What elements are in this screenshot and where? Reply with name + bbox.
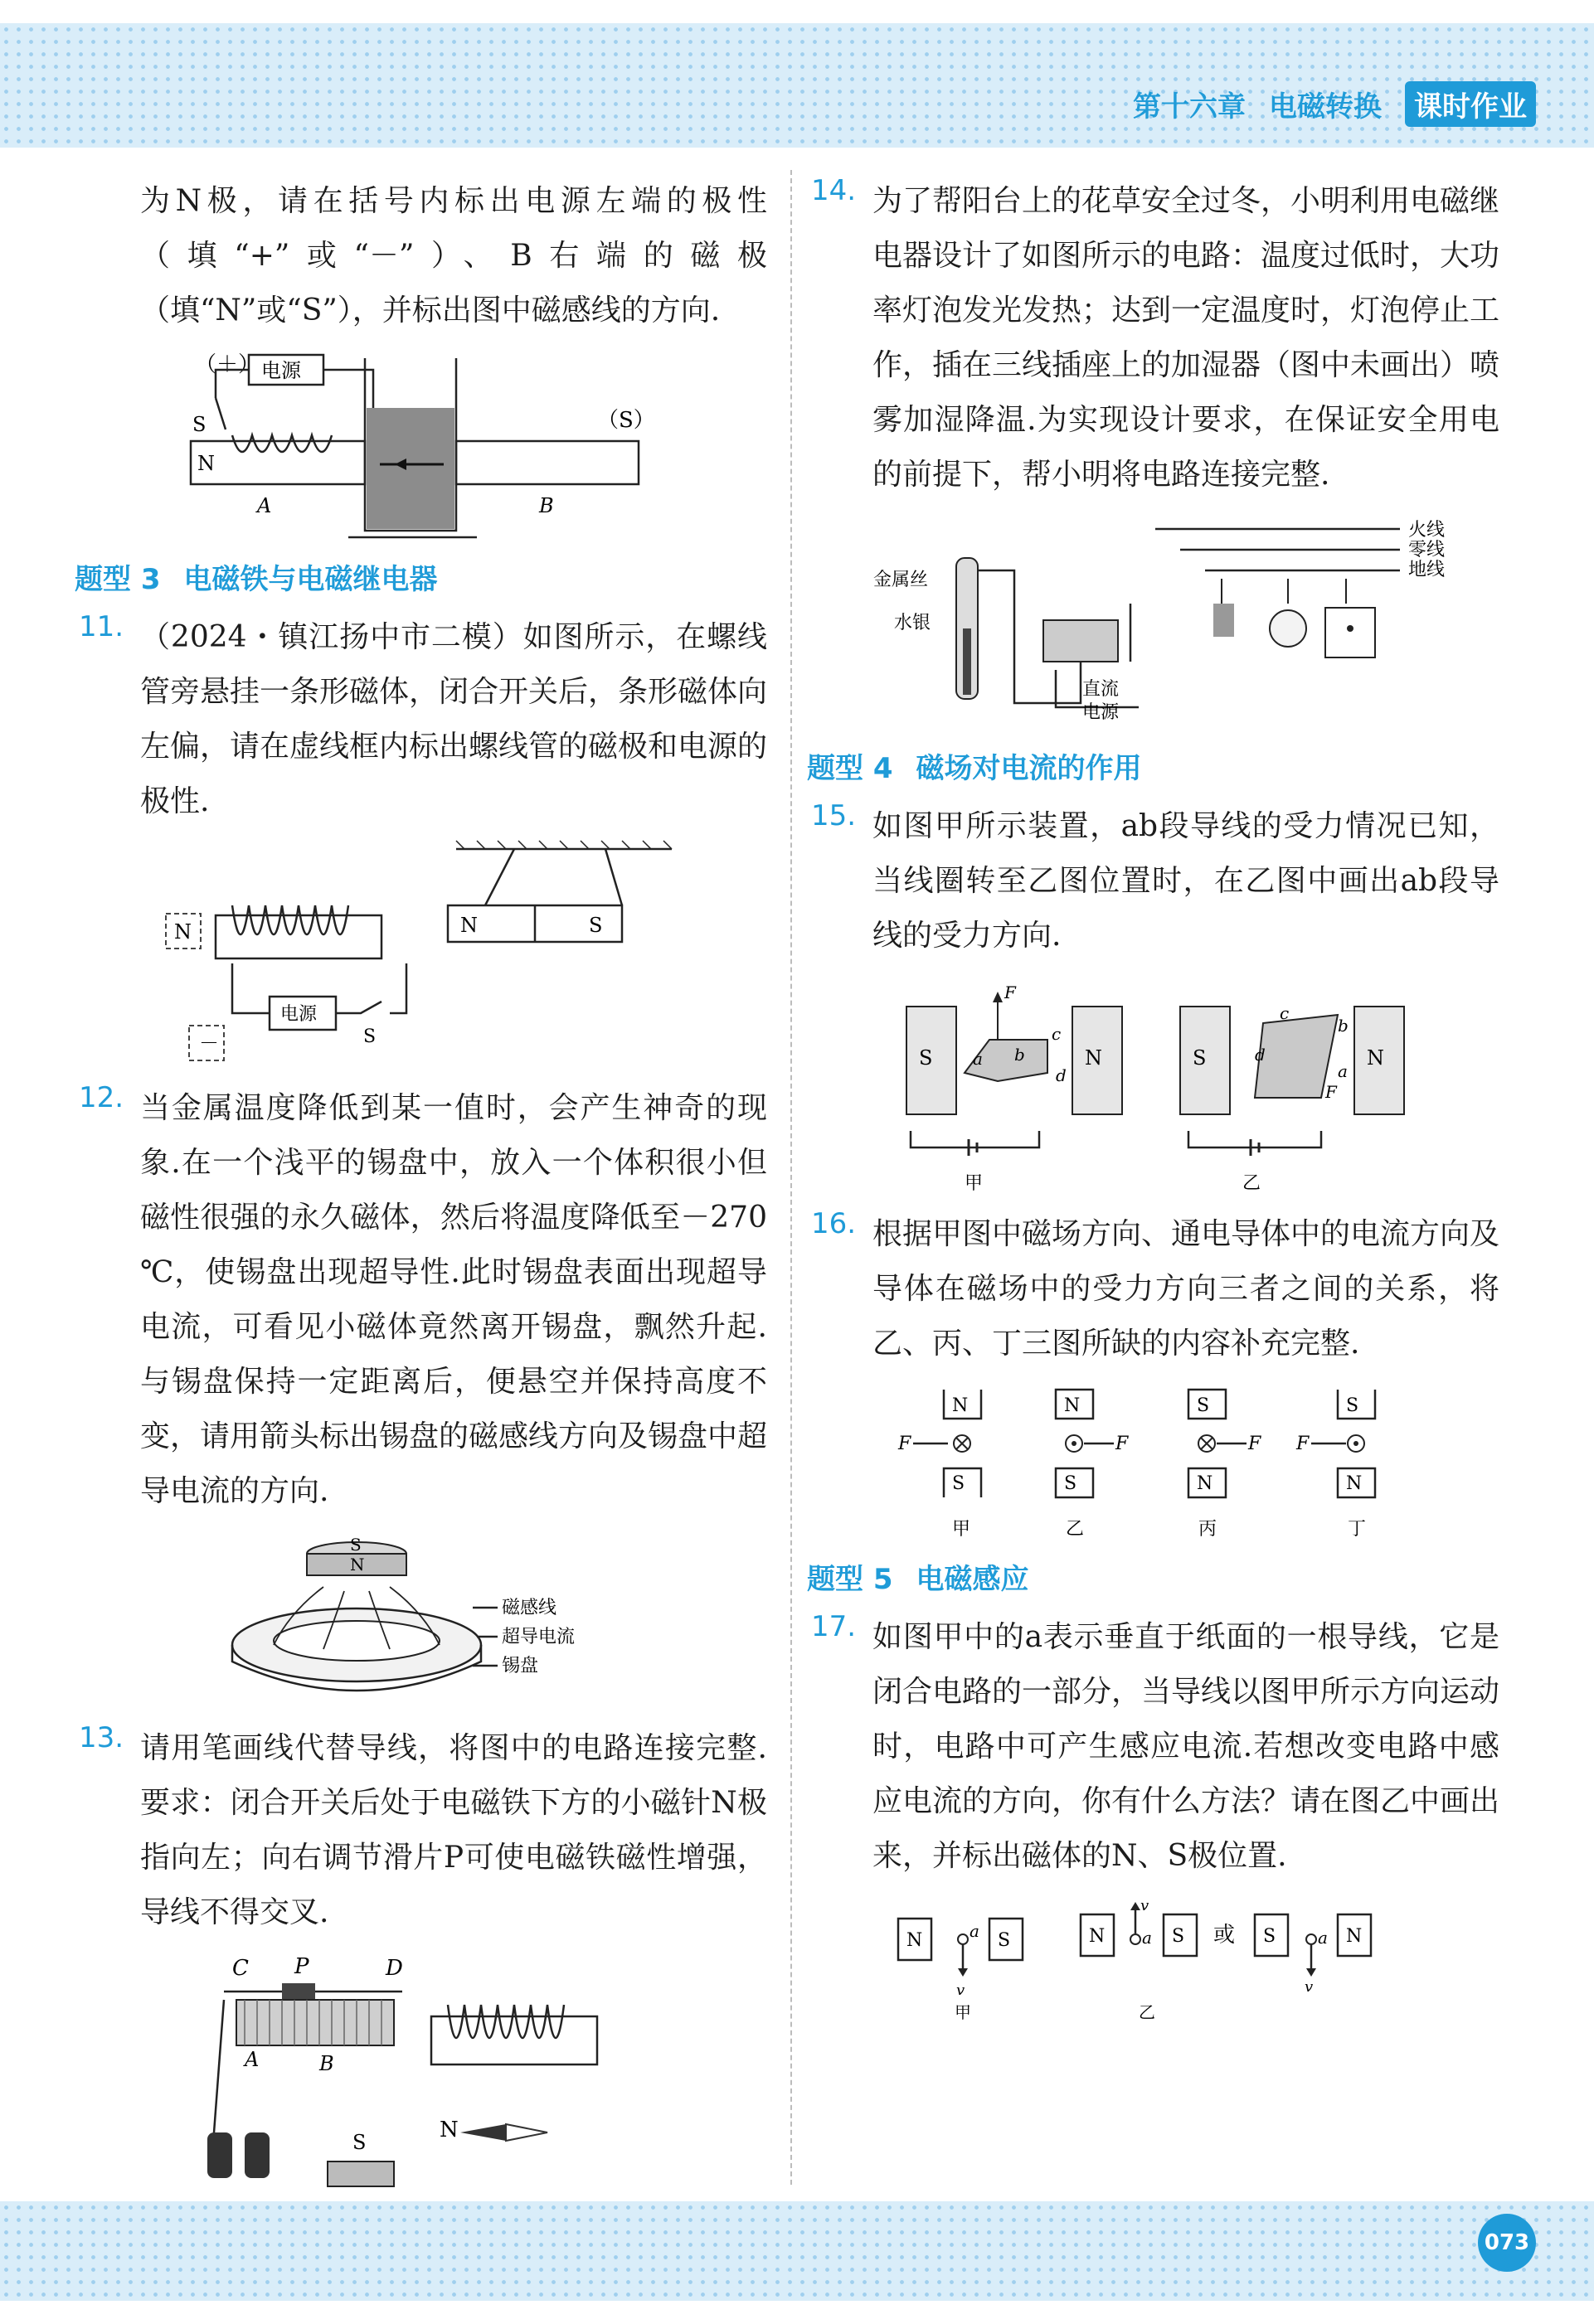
- q12-text: 当金属温度降低到某一值时，会产生神奇的现象.在一个浅平的锡盘中，放入一个体积很小但磁性很强的永久磁体，然后将温度降低至－270 ℃，使锡盘出现超导性.此时锡盘表面出现超导电流，可看见小磁体竟然离开锡盘，飘然升起.与锡盘保持一定距离后，便悬空并保持高度不变，请用箭头标出锡盘的磁感线方向及锡盘中超导电流的方向.: [140, 1091, 768, 1508]
- fig17-jia-n: N: [906, 1930, 923, 1951]
- fig16-jia-bottom: S: [952, 1473, 965, 1494]
- fig15-yi-a: a: [1338, 1061, 1348, 1081]
- fig14-metal-wire: 金属丝: [873, 570, 929, 590]
- fig13-switch: [328, 2161, 394, 2186]
- fig17-jia-s: S: [998, 1930, 1011, 1951]
- q13-number: 13.: [79, 1721, 124, 1754]
- fig13-b: B: [319, 2052, 334, 2075]
- fig16-bing-top: S: [1197, 1395, 1210, 1416]
- fig15-jia-s: S: [919, 1046, 933, 1070]
- question-15: [811, 799, 1499, 963]
- fig14-mercury: 水银: [894, 613, 931, 633]
- q14-text: 为了帮阳台上的花草安全过冬，小明利用电磁继电器设计了如图所示的电路：温度过低时，大功率灯泡发光发热；达到一定温度时，灯泡停止工作，插在三线插座上的加湿器（图中未画出）喷雾加湿降温.为实现设计要求，在保证安全用电的前提下，帮小明将电路连接完整.: [872, 184, 1500, 492]
- question-17: [811, 1610, 1499, 1884]
- fig15-jia-label: 甲: [965, 1173, 984, 1194]
- left-column: [75, 174, 768, 2225]
- fig10-liquid: [367, 408, 454, 529]
- fig15-jia-d: d: [1056, 1065, 1067, 1085]
- footer-band: [0, 2201, 1594, 2301]
- fig15-yi-b: b: [1338, 1016, 1349, 1036]
- fig10-core-b: [456, 441, 639, 484]
- q11-text: （2024・镇江扬中市二模）如图所示，在螺线管旁悬挂一条形磁体，闭合开关后，条形磁体向左偏，请在虚线框内标出螺线管的磁极和电源的极性.: [140, 620, 768, 818]
- fig13-a: A: [245, 2048, 260, 2071]
- q10-tail-text: 为N极，请在括号内标出电源左端的极性（填“+”或“－”）、B右端的磁极（填“N”或“S”），并标出图中磁感线的方向.: [140, 184, 767, 327]
- fig16-ding-top: S: [1346, 1395, 1359, 1416]
- page-header: [1133, 81, 1536, 127]
- figure-17: [890, 1894, 1421, 2026]
- fig15-yi-d: d: [1255, 1045, 1266, 1065]
- question-12: [79, 1081, 767, 1519]
- question-11: [79, 610, 767, 829]
- fig10-plus: （＋）: [195, 352, 260, 377]
- question-14: [811, 174, 1499, 502]
- fig15-yi-n: N: [1367, 1046, 1384, 1070]
- fig12-label-3: 锡盘: [502, 1656, 539, 1676]
- question-13: [79, 1721, 767, 1940]
- fig17-jia-a: a: [970, 1921, 979, 1941]
- fig14-dc-2: 电源: [1082, 702, 1120, 723]
- fig13-compass-needle: [460, 2124, 506, 2141]
- chapter-title: 电磁转换: [1269, 90, 1382, 124]
- page-number: 073: [1478, 2214, 1536, 2272]
- fig10-a: A: [257, 494, 272, 517]
- fig16-bing-label: 丙: [1198, 1519, 1217, 1540]
- fig13-n: N: [440, 2118, 459, 2142]
- fig16-yi-bottom: S: [1064, 1473, 1077, 1494]
- fig17-yi-a1: a: [1142, 1928, 1152, 1948]
- fig13-rheostat: [236, 2000, 394, 2045]
- fig14-mains-lines: [1155, 529, 1400, 570]
- fig15-yi-s: S: [1193, 1046, 1207, 1070]
- fig14-relay: [1043, 620, 1118, 662]
- fig10-n: N: [197, 452, 215, 475]
- q13-text: 请用笔画线代替导线，将图中的电路连接完整.要求：闭合开关后处于电磁铁下方的小磁针N极指向左；向右调节滑片P可使电磁铁磁性增强，导线不得交叉.: [140, 1731, 767, 1929]
- fig14-fire: 火线: [1408, 520, 1446, 541]
- fig11-power: 电源: [280, 1004, 318, 1025]
- fig14-zero: 零线: [1408, 540, 1446, 560]
- fig17-jia-label: 甲: [955, 2002, 971, 2022]
- fig16-jia-top: N: [952, 1395, 969, 1416]
- fig15-jia-b: b: [1014, 1045, 1025, 1065]
- q17-number: 17.: [811, 1610, 857, 1643]
- fig12-s: S: [350, 1535, 362, 1555]
- fig13-p: P: [294, 1954, 309, 1979]
- fig15-yi-f: F: [1325, 1082, 1337, 1102]
- figure-13: [199, 1950, 647, 2215]
- fig13-electromagnet: [431, 2016, 597, 2064]
- q16-number: 16.: [811, 1207, 857, 1240]
- fig16-ding-label: 丁: [1348, 1519, 1367, 1540]
- q16-text: 根据甲图中磁场方向、通电导体中的电流方向及导体在磁场中的受力方向三者之间的关系，将乙、丙、丁三图所缺的内容补充完整.: [872, 1217, 1500, 1361]
- figure-12: [224, 1529, 622, 1711]
- fig11-solenoid: [216, 915, 381, 958]
- fig15-jia-n: N: [1085, 1046, 1102, 1070]
- fig16-bing-bottom: N: [1197, 1473, 1213, 1494]
- right-column: [807, 174, 1500, 2036]
- fig17-yi-s1: S: [1172, 1926, 1185, 1947]
- fig10-switch: S: [192, 413, 207, 436]
- brand-logo: 课时作业: [1405, 81, 1536, 127]
- fig16-jia-label: 甲: [952, 1519, 971, 1540]
- fig10-power: 电源: [261, 359, 301, 382]
- fig12-n: N: [350, 1555, 365, 1574]
- q11-number: 11.: [79, 610, 124, 643]
- fig16-yi-f: F: [1115, 1434, 1129, 1454]
- fig10-coil: [232, 435, 332, 452]
- question-16: [811, 1207, 1499, 1371]
- fig17-jia-v: v: [956, 1982, 965, 1999]
- fig17-yi-n2: N: [1346, 1926, 1363, 1947]
- fig11-magnet-n: N: [460, 914, 478, 937]
- figure-10: [166, 348, 680, 547]
- fig13-battery-1: [207, 2132, 232, 2178]
- q14-number: 14.: [811, 174, 857, 207]
- fig13-battery-2: [245, 2132, 270, 2178]
- q17-text: 如图甲中的a表示垂直于纸面的一根导线，它是闭合电路的一部分，当导线以图甲所示方向运动时，电路中可产生感应电流.若想改变电路中感应电流的方向，你有什么方法？请在图乙中画出来，并标出磁体的N、S极位置.: [872, 1620, 1500, 1873]
- fig15-yi-c: c: [1280, 1003, 1290, 1023]
- fig17-yi-label: 乙: [1139, 2002, 1155, 2022]
- fig15-yi-label: 乙: [1242, 1173, 1261, 1194]
- fig14-ground: 地线: [1408, 560, 1446, 580]
- fig16-jia-f: F: [898, 1434, 911, 1454]
- section-4-heading: 题型 4 磁场对电流的作用: [807, 752, 1142, 785]
- fig12-label-2: 超导电流: [502, 1627, 576, 1647]
- fig16-yi-label: 乙: [1066, 1519, 1085, 1540]
- fig17-yi-s2: S: [1263, 1926, 1276, 1947]
- fig15-jia-f: F: [1004, 982, 1016, 1002]
- fig15-jia-a: a: [973, 1049, 983, 1069]
- fig11-switch: S: [363, 1026, 377, 1047]
- fig10-b: B: [539, 494, 554, 517]
- fig14-bulb: [1270, 610, 1306, 647]
- fig16-bing-f: F: [1248, 1434, 1261, 1454]
- fig17-yi-a2: a: [1318, 1928, 1328, 1948]
- fig10-s-pole: （S）: [597, 408, 655, 433]
- figure-14: [857, 512, 1454, 736]
- fig15-jia-c: c: [1052, 1024, 1062, 1044]
- q15-number: 15.: [811, 799, 857, 832]
- fig13-s: S: [352, 2131, 367, 2154]
- section-3-heading: 题型 3 电磁铁与电磁继电器: [75, 563, 438, 596]
- fig13-d: D: [386, 1956, 403, 1981]
- fig14-socket: [1325, 608, 1375, 657]
- q15-text: 如图甲所示装置，ab段导线的受力情况已知，当线圈转至乙图位置时，在乙图中画出ab段导线的受力方向.: [872, 809, 1499, 953]
- fig13-c: C: [232, 1956, 249, 1981]
- chapter-label: 第十六章: [1133, 90, 1246, 124]
- fig11-n-label: N: [174, 920, 192, 944]
- fig16-ding-bottom: N: [1346, 1473, 1363, 1494]
- fig17-yi-v1: v: [1140, 1897, 1149, 1914]
- fig14-dc-1: 直流: [1082, 679, 1120, 700]
- fig11-magnet-s: S: [589, 914, 603, 937]
- fig17-or: 或: [1213, 1923, 1236, 1948]
- section-5-heading: 题型 5 电磁感应: [807, 1563, 1029, 1596]
- fig17-yi-n1: N: [1089, 1926, 1106, 1947]
- figure-15: [890, 973, 1421, 1197]
- figure-11: [158, 839, 688, 1071]
- fig17-yi-v2: v: [1305, 1978, 1314, 1996]
- figure-16: [882, 1381, 1429, 1547]
- fig11-minus-label: －: [199, 1031, 219, 1055]
- fig16-yi-top: N: [1064, 1395, 1081, 1416]
- column-divider: [790, 170, 792, 2185]
- fig16-ding-f: F: [1296, 1434, 1310, 1454]
- fig12-label-1: 磁感线: [502, 1598, 557, 1618]
- q12-number: 12.: [79, 1081, 124, 1114]
